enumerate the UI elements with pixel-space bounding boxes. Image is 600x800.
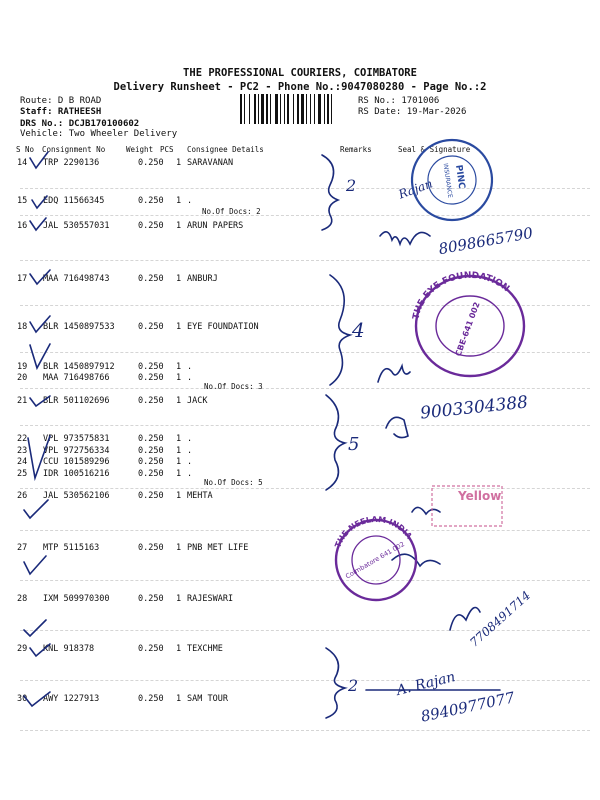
row-consignee: RAJESWARI (187, 594, 234, 604)
row-consignment: BLR 501102696 (43, 396, 110, 406)
row-consignment: MAA 716498766 (43, 373, 110, 383)
row-sno: 25 (17, 469, 28, 479)
col-consignment: Consignment No (42, 145, 106, 154)
row-consignment: BLR 1450897912 (43, 362, 115, 372)
row-consignee: JACK (187, 396, 208, 406)
row-weight: 0.250 (138, 158, 164, 168)
row-consignee: SAM TOUR (187, 694, 228, 704)
row-consignment: BLR 1450897533 (43, 322, 115, 332)
row-pcs: 1 (176, 446, 182, 456)
row-sno: 15 (17, 196, 28, 206)
row-consignee: . (187, 362, 193, 372)
svg-text:THE EYE FOUNDATION (411, 271, 510, 320)
bracket-count-4: 2 (348, 676, 359, 695)
row-consignment: MAA 716498743 (43, 274, 110, 284)
row-consignee: ANBURJ (187, 274, 218, 284)
row-sno: 20 (17, 373, 28, 383)
rs-no-label: RS No.: 1701006 (358, 96, 440, 106)
row-pcs: 1 (176, 543, 182, 553)
row-sno: 24 (17, 457, 28, 467)
row-weight: 0.250 (138, 491, 164, 501)
row-pcs: 1 (176, 396, 182, 406)
row-pcs: 1 (176, 594, 182, 604)
partial-stamp (432, 486, 502, 526)
staff-label: Staff: RATHEESH (20, 107, 102, 117)
row-weight: 0.250 (138, 373, 164, 383)
row-pcs: 1 (176, 491, 182, 501)
col-consignee: Consignee Details (187, 145, 264, 154)
row-pcs: 1 (176, 322, 182, 332)
row-pcs: 1 (176, 362, 182, 372)
row-pcs: 1 (176, 457, 182, 467)
row-weight: 0.250 (138, 594, 164, 604)
row-consignment: TRP 2290136 (43, 158, 100, 168)
row-consignment: KNL 918378 (43, 644, 95, 654)
row-consignment: JAL 530562106 (43, 491, 110, 501)
row-weight: 0.250 (138, 434, 164, 444)
row-pcs: 1 (176, 373, 182, 383)
row-consignment: EDQ 11566345 (43, 196, 105, 206)
handwritten-phone-2: 9003304388 (419, 392, 529, 424)
handwritten-phone-4: 8940977077 (419, 688, 517, 726)
row-consignment: AWY 1227913 (43, 694, 100, 704)
row-weight: 0.250 (138, 446, 164, 456)
handwritten-phone-3: 7708491714 (467, 588, 534, 650)
row-consignee: ARUN PAPERS (187, 221, 244, 231)
drs-label: DRS No.: DCJB170100602 (20, 119, 140, 129)
row-consignee: MEHTA (187, 491, 213, 501)
row-consignee: . (187, 469, 193, 479)
col-seal: Seal & Signature (398, 145, 471, 154)
row-weight: 0.250 (138, 274, 164, 284)
eye-foundation-stamp (411, 271, 524, 376)
row-consignee: . (187, 434, 193, 444)
row-consignment: IDR 100516216 (43, 469, 110, 479)
row-consignee: SARAVANAN (187, 158, 234, 168)
row-pcs: 1 (176, 694, 182, 704)
row-weight: 0.250 (138, 469, 164, 479)
rs-date-label: RS Date: 19-Mar-2026 (358, 107, 467, 117)
row-consignee: . (187, 446, 193, 456)
row-pcs: 1 (176, 221, 182, 231)
row-sno: 27 (17, 543, 28, 553)
company-title: THE PROFESSIONAL COURIERS, COIMBATORE (183, 67, 417, 79)
row-consignee: PNB MET LIFE (187, 543, 249, 553)
row-consignment: IXM 509970300 (43, 594, 110, 604)
row-pcs: 1 (176, 644, 182, 654)
row-weight: 0.250 (138, 457, 164, 467)
row-sno: 30 (17, 694, 28, 704)
row-weight: 0.250 (138, 694, 164, 704)
stamp-text: CBE-641 002 (453, 300, 482, 358)
row-sno: 17 (17, 274, 28, 284)
row-pcs: 1 (176, 196, 182, 206)
row-sno: 23 (17, 446, 28, 456)
col-sno: S No (16, 145, 35, 154)
col-pcs: PCS (160, 145, 174, 154)
runsheet-subtitle: Delivery Runsheet - PC2 - Phone No.:9047080280 - Page No.:2 (113, 81, 487, 93)
route-label: Route: D B ROAD (20, 96, 102, 106)
row-pcs: 1 (176, 434, 182, 444)
col-weight: Weight (126, 145, 154, 154)
row-sno: 19 (17, 362, 28, 372)
row-consignment: CCU 101589296 (43, 457, 110, 467)
row-pcs: 1 (176, 158, 182, 168)
row-sno: 18 (17, 322, 28, 332)
stamp-text: THE EYE FOUNDATION (411, 270, 511, 321)
stamp-text: Coimbatore 641 002 (344, 540, 406, 581)
row-weight: 0.250 (138, 221, 164, 231)
vehicle-label: Vehicle: Two Wheeler Delivery (20, 129, 178, 139)
row-consignee: . (187, 196, 193, 206)
row-pcs: 1 (176, 469, 182, 479)
row-sno: 14 (17, 158, 28, 168)
row-consignee: EYE FOUNDATION (187, 322, 259, 332)
stamp-text: PINC (453, 164, 467, 190)
row-sno: 29 (17, 644, 28, 654)
bracket-count-2: 4 (352, 318, 365, 342)
stamp-text: Yellow (458, 489, 502, 503)
row-consignment: JAL 530557031 (43, 221, 110, 231)
docs-note-2: No.Of Docs: 3 (204, 382, 263, 391)
row-sno: 21 (17, 396, 28, 406)
row-weight: 0.250 (138, 396, 164, 406)
col-remarks: Remarks (340, 145, 372, 154)
bracket-count-1: 2 (346, 176, 357, 195)
handwritten-name-2: A. Rajan (394, 668, 457, 700)
row-sno: 16 (17, 221, 28, 231)
handwritten-phone-1: 8098665790 (437, 223, 535, 259)
row-weight: 0.250 (138, 196, 164, 206)
row-consignment: VPL 972756334 (43, 446, 110, 456)
row-weight: 0.250 (138, 362, 164, 372)
row-sno: 26 (17, 491, 28, 501)
stamp-text: INSURANCE (441, 162, 454, 199)
row-weight: 0.250 (138, 322, 164, 332)
docs-note-1: No.Of Docs: 2 (202, 207, 261, 216)
docs-note-3: No.Of Docs: 5 (204, 478, 263, 487)
neelam-stamp (333, 515, 416, 600)
stamp-text: THE NEELAM INDIA (333, 514, 414, 549)
pinc-stamp (407, 135, 497, 225)
row-consignment: MTP 5115163 (43, 543, 100, 553)
row-consignee: TEXCHME (187, 644, 223, 654)
row-consignment: VPL 973575831 (43, 434, 110, 444)
handwritten-name-1: Rajan (396, 176, 435, 202)
row-sno: 22 (17, 434, 28, 444)
row-consignee: . (187, 373, 193, 383)
bracket-count-3: 5 (348, 434, 360, 455)
row-pcs: 1 (176, 274, 182, 284)
row-weight: 0.250 (138, 644, 164, 654)
row-weight: 0.250 (138, 543, 164, 553)
row-sno: 28 (17, 594, 28, 604)
row-consignee: . (187, 457, 193, 467)
